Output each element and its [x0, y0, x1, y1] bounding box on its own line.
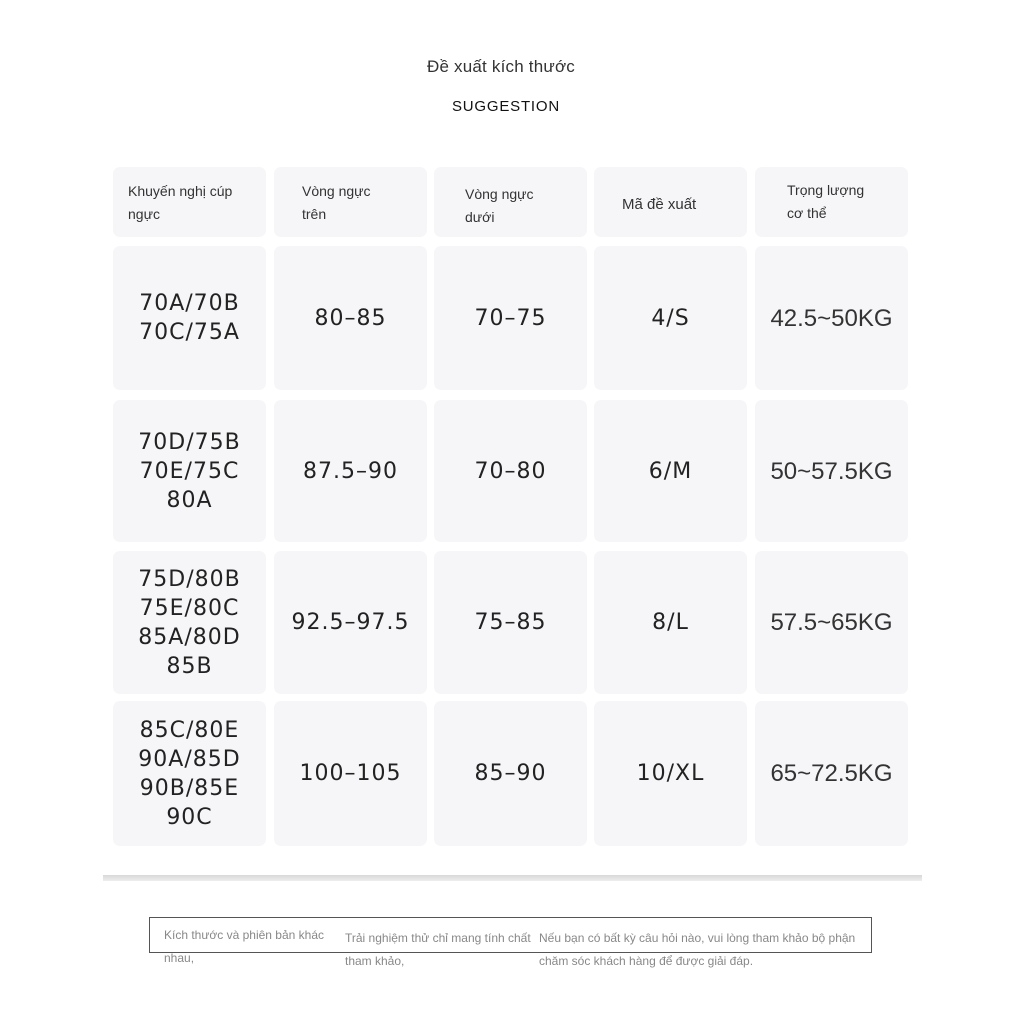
- header-size-code: [594, 167, 747, 237]
- header-under-bust: [434, 167, 587, 237]
- body-weight-value: 57.5~65KG: [770, 609, 893, 636]
- cup-size-value: 80A: [166, 487, 213, 513]
- note-2: Trải nghiệm thử chỉ mang tính chất tham khảo,: [345, 931, 531, 968]
- cup-size-value: 70A/70B: [139, 291, 240, 316]
- header-text-line: Khuyến nghị cúp: [128, 183, 233, 199]
- body-weight-value: 42.5~50KG: [770, 304, 893, 332]
- body-weight-value: 65~72.5KG: [770, 760, 893, 787]
- header-text-line: Vòng ngực: [302, 183, 371, 199]
- upper-bust-value: 80–85: [314, 305, 387, 331]
- cup-size-value: 85C/80E: [139, 717, 240, 743]
- cup-size-lines: [139, 289, 240, 347]
- note-1: Kích thước và phiên bản khác nhau,: [164, 928, 324, 965]
- under-bust-value: 85–90: [474, 761, 547, 786]
- cup-size-value: 90B/85E: [139, 775, 240, 801]
- header-text-line: ngực: [128, 206, 160, 222]
- upper-bust-value: 100–105: [299, 761, 402, 786]
- under-bust-cell: [434, 551, 587, 694]
- cup-size-value: 90C: [166, 804, 213, 830]
- page-title-en: SUGGESTION: [451, 98, 560, 115]
- header-body-weight: [755, 167, 908, 237]
- cup-size-cell: [113, 246, 266, 390]
- header-text-line: cơ thể: [787, 205, 827, 221]
- cup-size-cell: [113, 551, 266, 694]
- cup-size-value: 70C/75A: [139, 320, 240, 345]
- body-weight-cell: [755, 551, 908, 694]
- body-weight-cell: [755, 246, 908, 390]
- under-bust-value: 70–75: [474, 305, 547, 331]
- size-code-cell: [594, 246, 747, 390]
- size-code-cell: [594, 400, 747, 542]
- size-code-cell: [594, 701, 747, 846]
- cup-size-lines: [138, 565, 240, 681]
- upper-bust-cell: [274, 701, 427, 846]
- size-code-value: 10/XL: [636, 761, 705, 786]
- cup-size-lines: [138, 428, 240, 515]
- cup-size-value: 85B: [166, 653, 213, 679]
- under-bust-value: 75–85: [474, 610, 547, 635]
- cup-size-cell: [113, 400, 266, 542]
- upper-bust-cell: [274, 400, 427, 542]
- under-bust-cell: [434, 246, 587, 390]
- cup-size-value: 70D/75B: [138, 429, 241, 455]
- upper-bust-value: 87.5–90: [303, 458, 398, 484]
- body-weight-cell: [755, 400, 908, 542]
- size-code-value: 4/S: [651, 305, 690, 331]
- header-upper-bust: [274, 167, 427, 237]
- size-code-cell: [594, 551, 747, 694]
- upper-bust-cell: [274, 246, 427, 390]
- page-title-vi: Đề xuất kích thước: [426, 57, 576, 76]
- cup-size-value: 70E/75C: [139, 458, 240, 484]
- upper-bust-value: 92.5–97.5: [291, 610, 410, 635]
- under-bust-cell: [434, 400, 587, 542]
- header-text-line: Trọng lượng: [787, 182, 865, 198]
- under-bust-cell: [434, 701, 587, 846]
- header-text-line: Mã đề xuất: [622, 196, 697, 213]
- under-bust-value: 70–80: [474, 458, 547, 484]
- divider: [103, 875, 922, 881]
- body-weight-cell: [755, 701, 908, 846]
- header-text-line: dưới: [465, 209, 495, 225]
- cup-size-value: 75E/80C: [139, 595, 240, 621]
- upper-bust-cell: [274, 551, 427, 694]
- header-text-line: Vòng ngực: [465, 186, 534, 202]
- header-cup-size: [113, 167, 266, 237]
- cup-size-value: 85A/80D: [138, 624, 241, 650]
- cup-size-value: 75D/80B: [138, 566, 241, 592]
- cup-size-cell: [113, 701, 266, 846]
- size-code-value: 8/L: [652, 610, 689, 635]
- size-code-value: 6/M: [648, 458, 693, 484]
- cup-size-value: 90A/85D: [138, 746, 241, 772]
- header-text-line: trên: [302, 206, 327, 222]
- cup-size-lines: [138, 716, 240, 832]
- note-3: Nếu bạn có bất kỳ câu hỏi nào, vui lòng tham khảo bộ phận chăm sóc khách hàng để được giải đáp.: [539, 931, 856, 968]
- body-weight-value: 50~57.5KG: [770, 457, 893, 485]
